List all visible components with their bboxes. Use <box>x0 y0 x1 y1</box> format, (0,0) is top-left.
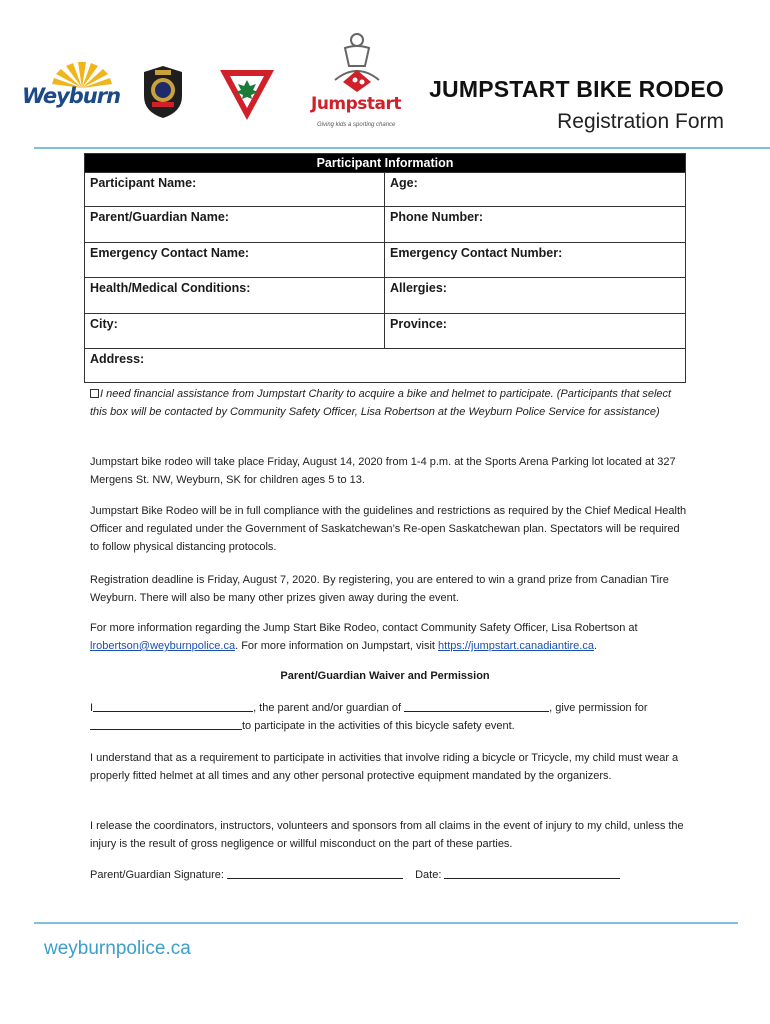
table-row <box>85 277 685 313</box>
emergency-contact-name-field[interactable]: Emergency Contact Name: <box>85 243 385 277</box>
contact-paragraph <box>90 619 690 655</box>
jumpstart-figure-icon <box>305 32 415 94</box>
weyburn-logo <box>22 60 124 110</box>
permission-text-i: I <box>90 702 94 714</box>
helmet-requirement-paragraph: I understand that as a requirement to participate in activities that involve riding a bicycle or Tricycle, my child must wear a properly fitted helmet at all times and any other personal protective equipment mandated by the organizers. <box>90 752 679 782</box>
signature-label: Parent/Guardian Signature: <box>90 869 224 881</box>
table-row <box>85 313 685 348</box>
participant-info-header: Participant Information <box>85 154 685 172</box>
guardian-name-blank[interactable] <box>93 701 253 712</box>
page-subtitle: Registration Form <box>557 110 724 133</box>
permission-text-b: , the parent and/or guardian of <box>253 702 405 714</box>
footer-website[interactable]: weyburnpolice.ca <box>44 938 191 959</box>
signature-field[interactable] <box>227 868 403 879</box>
phone-number-field[interactable]: Phone Number: <box>390 210 484 224</box>
province-field[interactable]: Province: <box>390 317 447 331</box>
jumpstart-wordmark: Jumpstart <box>311 94 402 114</box>
contact-text-b: . For more information on Jumpstart, visit <box>235 640 439 652</box>
event-details-paragraph: Jumpstart bike rodeo will take place Friday, August 14, 2020 from 1-4 p.m. at the Sports Arena Parking lot located at 327 Mergens St. NW, Weyburn, SK for children ages 5 to 13. <box>90 456 676 486</box>
police-badge-icon <box>140 64 186 120</box>
date-label: Date: <box>415 869 442 881</box>
table-row <box>85 348 685 382</box>
allergies-field[interactable]: Allergies: <box>390 281 447 295</box>
table-row <box>85 172 685 206</box>
health-medical-conditions-field[interactable]: Health/Medical Conditions: <box>85 278 385 313</box>
parent-guardian-name-field[interactable]: Parent/Guardian Name: <box>85 207 385 242</box>
age-field[interactable]: Age: <box>390 176 418 190</box>
emergency-contact-number-field[interactable]: Emergency Contact Number: <box>390 246 563 260</box>
date-field[interactable] <box>444 868 620 879</box>
signature-line <box>90 866 690 884</box>
child-name-blank[interactable] <box>404 701 549 712</box>
permission-statement <box>90 699 690 735</box>
contact-email-link[interactable]: lrobertson@weyburnpolice.ca <box>90 640 236 652</box>
jumpstart-website-link[interactable]: https://jumpstart.canadiantire.ca <box>438 640 594 652</box>
city-field[interactable]: City: <box>85 314 385 348</box>
address-field[interactable]: Address: <box>90 352 145 366</box>
footer-divider <box>34 922 738 924</box>
participant-name-blank[interactable] <box>90 719 242 730</box>
permission-text-d: to participate in the activities of this bicycle safety event. <box>242 720 515 732</box>
financial-assistance-text: I need financial assistance from Jumpstart Charity to acquire a bike and helmet to participate. (Participants that select this box will be contacted by Community Safety Officer, Lisa Robertson at the Weyburn Police Service for assistance) <box>90 388 672 418</box>
table-row <box>85 242 685 277</box>
logo-row <box>20 30 440 140</box>
jumpstart-tagline: Giving kids a sporting chance <box>317 122 396 128</box>
weyburn-wordmark: Weyburn <box>22 84 121 108</box>
page-title: JUMPSTART BIKE RODEO <box>429 76 724 102</box>
jumpstart-logo <box>305 32 415 136</box>
canadian-tire-logo-icon <box>218 68 276 122</box>
contact-text-a: For more information regarding the Jump Start Bike Rodeo, contact Community Safety Officer, Lisa Robertson at <box>90 622 638 634</box>
financial-assistance-checkbox[interactable] <box>90 389 99 398</box>
deadline-paragraph: Registration deadline is Friday, August 7, 2020. By registering, you are entered to win a grand prize from Canadian Tire Weyburn. There will also be many other prizes given away during the event. <box>90 574 669 604</box>
header-divider <box>34 147 770 149</box>
compliance-paragraph: Jumpstart Bike Rodeo will be in full compliance with the guidelines and restrictions as required by the Chief Medical Health Officer and regulated under the Government of Saskatchewan’s Re-open Saskatchewan plan. Spectators will be required to follow physical distancing protocols. <box>90 505 687 553</box>
table-row <box>85 206 685 242</box>
participant-name-field[interactable]: Participant Name: <box>85 173 385 206</box>
liability-release-paragraph: I release the coordinators, instructors, volunteers and sponsors from all claims in the event of injury to my child, unless the injury is the result of gross negligence or willful misconduct on the part of these parties. <box>90 820 684 850</box>
waiver-title: Parent/Guardian Waiver and Permission <box>280 670 490 682</box>
participant-info-table <box>84 153 686 383</box>
contact-text-c: . <box>593 640 598 652</box>
permission-text-c: , give permission for <box>549 702 648 714</box>
financial-assistance-option <box>90 385 690 421</box>
